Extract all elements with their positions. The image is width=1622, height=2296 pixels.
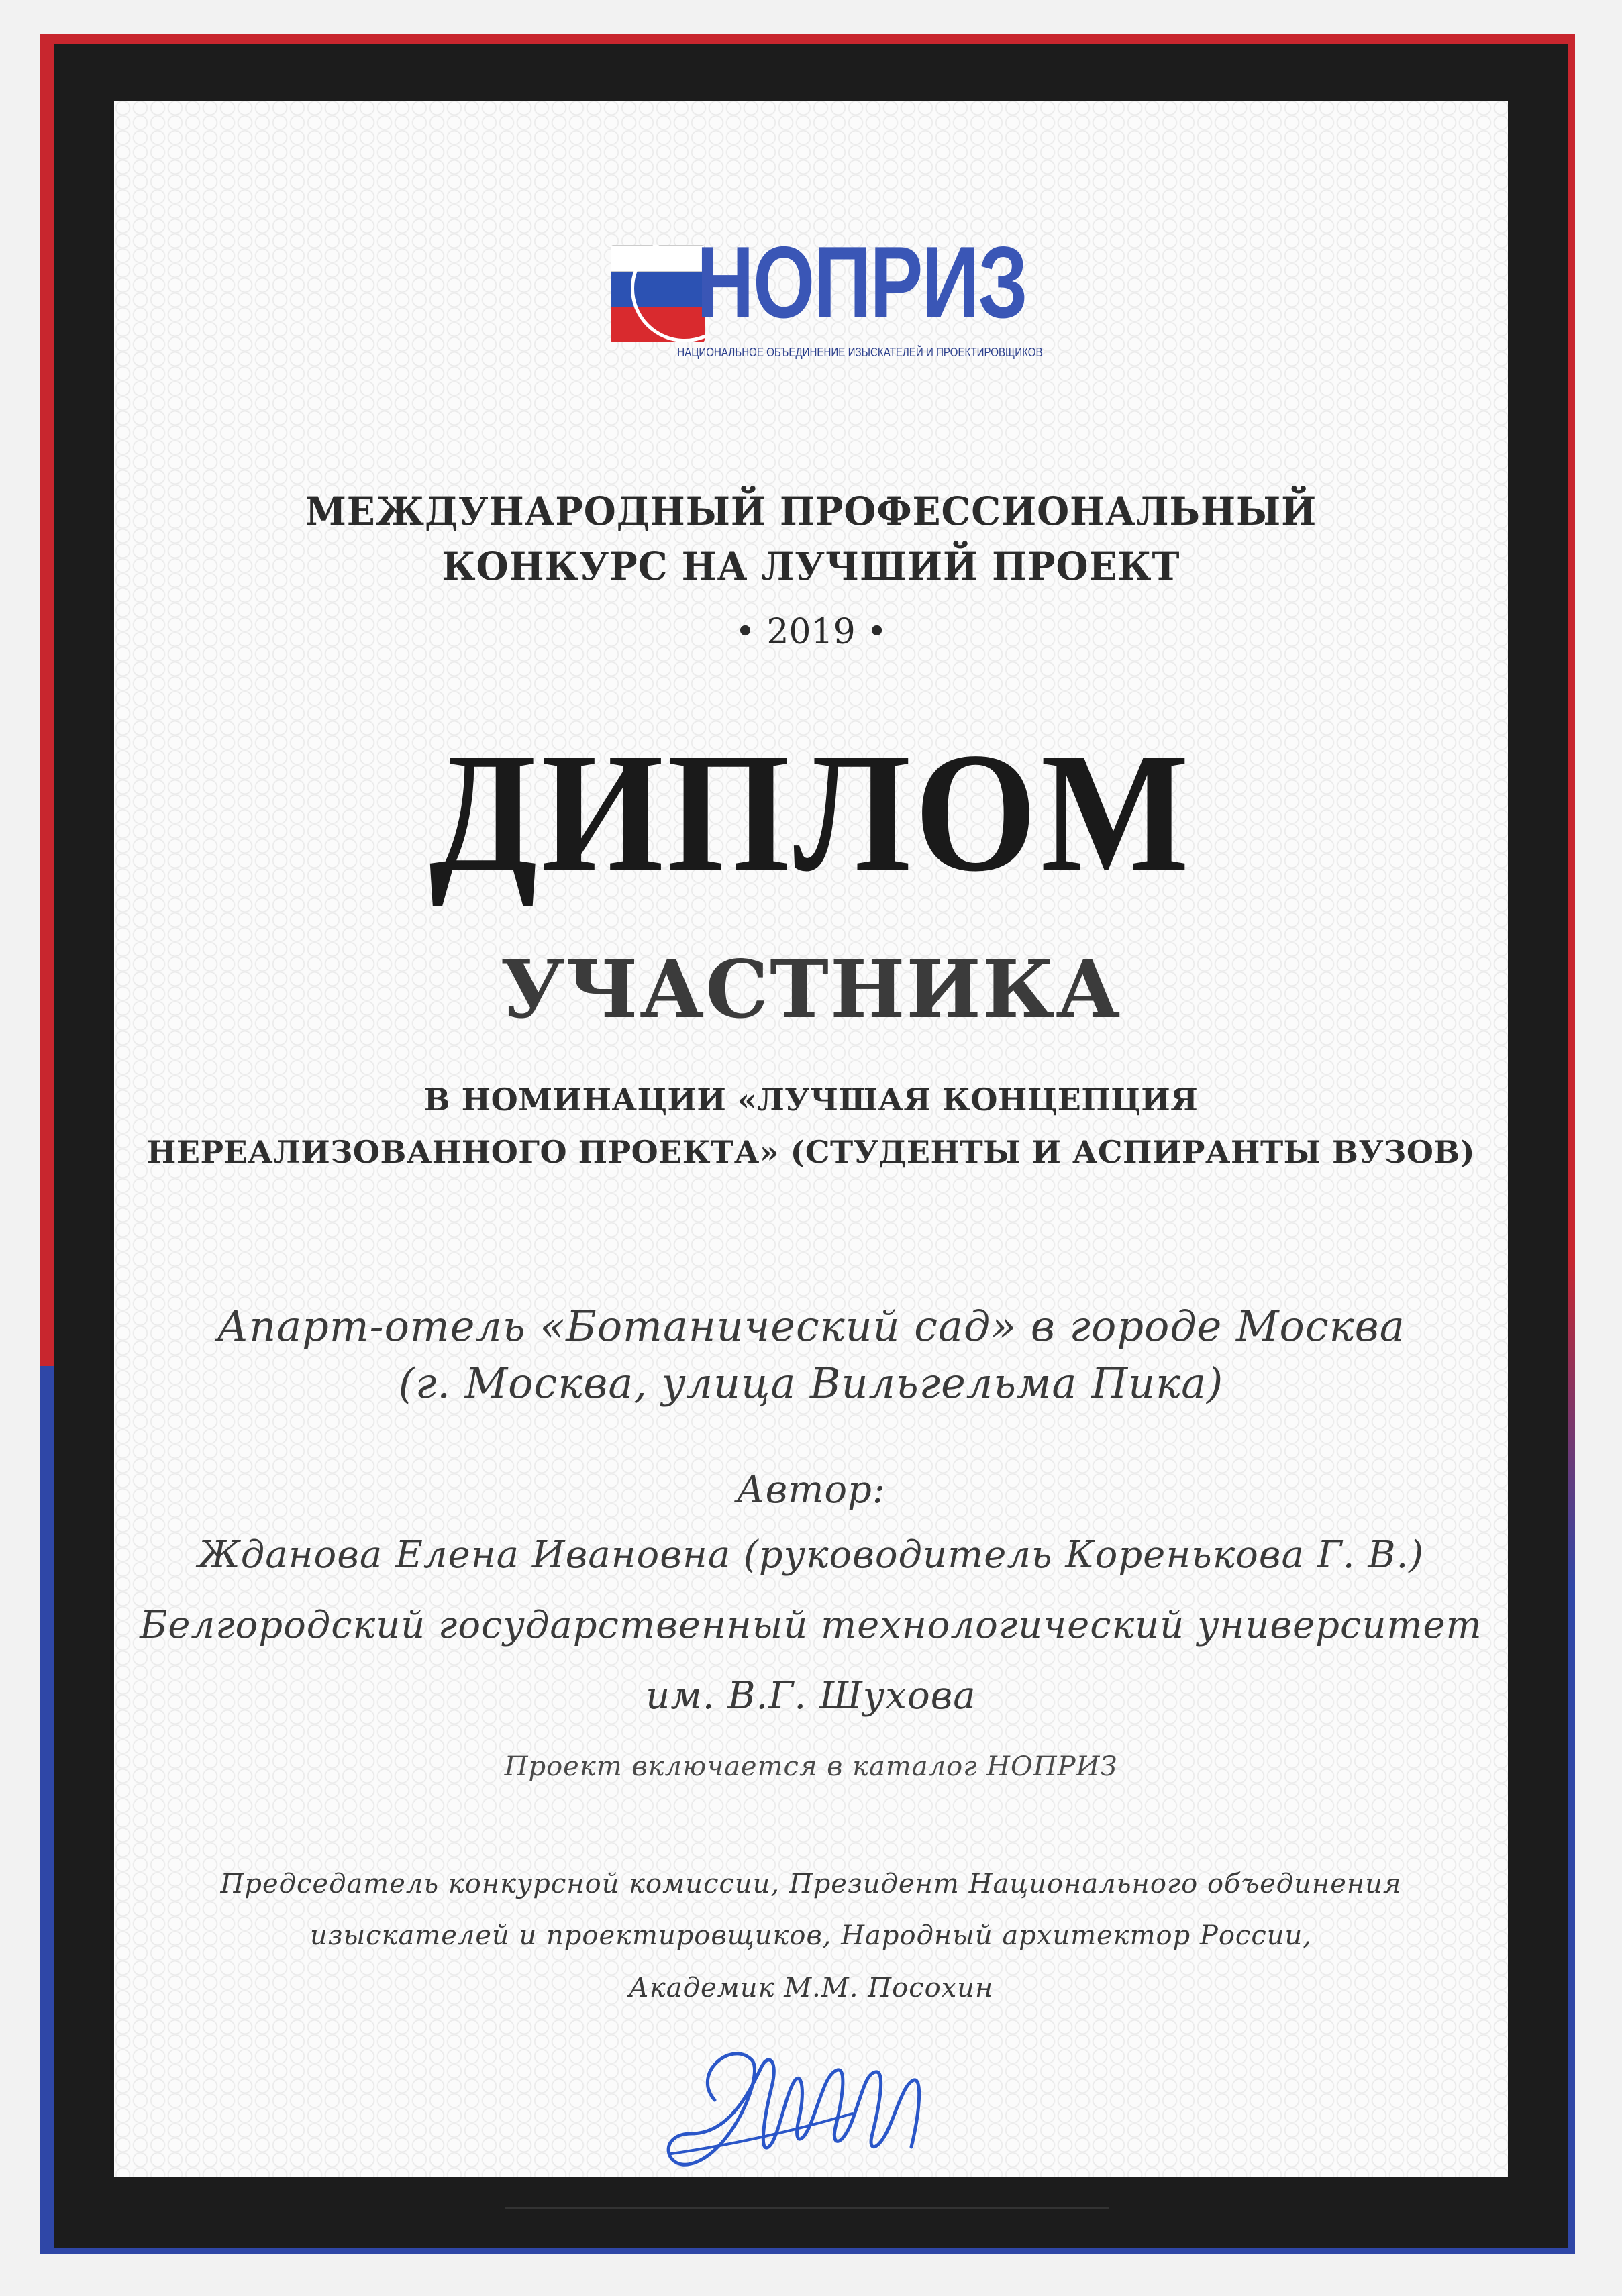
chairman-line-3: Академик М.М. Посохин bbox=[628, 1973, 994, 2003]
signature-icon bbox=[651, 2020, 946, 2181]
catalog-note: Проект включается в каталог НОПРИЗ bbox=[504, 1751, 1118, 1782]
contest-year: • 2019 • bbox=[735, 612, 887, 652]
author-label: Автор: bbox=[736, 1468, 886, 1512]
header-line-2: КОНКУРС НА ЛУЧШИЙ ПРОЕКТ bbox=[442, 543, 1180, 589]
flag-emblem-icon bbox=[611, 245, 705, 342]
noprize-logo bbox=[611, 225, 1043, 382]
nomination-line-1: В НОМИНАЦИИ «ЛУЧШАЯ КОНЦЕПЦИЯ bbox=[423, 1082, 1199, 1118]
project-title-line-1: Апарт-отель «Ботанический сад» в городе Москва bbox=[217, 1302, 1405, 1351]
author-name: Жданова Елена Ивановна (руководитель Коренькова Г. В.) bbox=[197, 1533, 1425, 1577]
chairman-line-1: Председатель конкурсной комиссии, Президент Национального объединения bbox=[220, 1869, 1402, 1899]
project-title-line-2: (г. Москва, улица Вильгельма Пика) bbox=[398, 1359, 1224, 1408]
logo-subtitle: НАЦИОНАЛЬНОЕ ОБЪЕДИНЕНИЕ ИЗЫСКАТЕЛЕЙ И ПРОЕКТИРОВЩИКОВ bbox=[677, 346, 1043, 359]
diploma-title: ДИПЛОМ bbox=[429, 718, 1193, 907]
diploma-subtitle: УЧАСТНИКА bbox=[500, 943, 1122, 1036]
chairman-line-2: изыскателей и проектировщиков, Народный архитектор России, bbox=[310, 1920, 1312, 1951]
signature-line bbox=[505, 2207, 1109, 2209]
university-line-2: им. В.Г. Шухова bbox=[646, 1674, 976, 1718]
header-line-1: МЕЖДУНАРОДНЫЙ ПРОФЕССИОНАЛЬНЫЙ bbox=[305, 488, 1317, 534]
university-line-1: Белгородский государственный технологический университет bbox=[140, 1604, 1482, 1647]
logo-name: НОПРИЗ bbox=[697, 225, 1027, 340]
nomination-line-2: НЕРЕАЛИЗОВАННОГО ПРОЕКТА» (СТУДЕНТЫ И АСПИРАНТЫ ВУЗОВ) bbox=[146, 1134, 1476, 1170]
